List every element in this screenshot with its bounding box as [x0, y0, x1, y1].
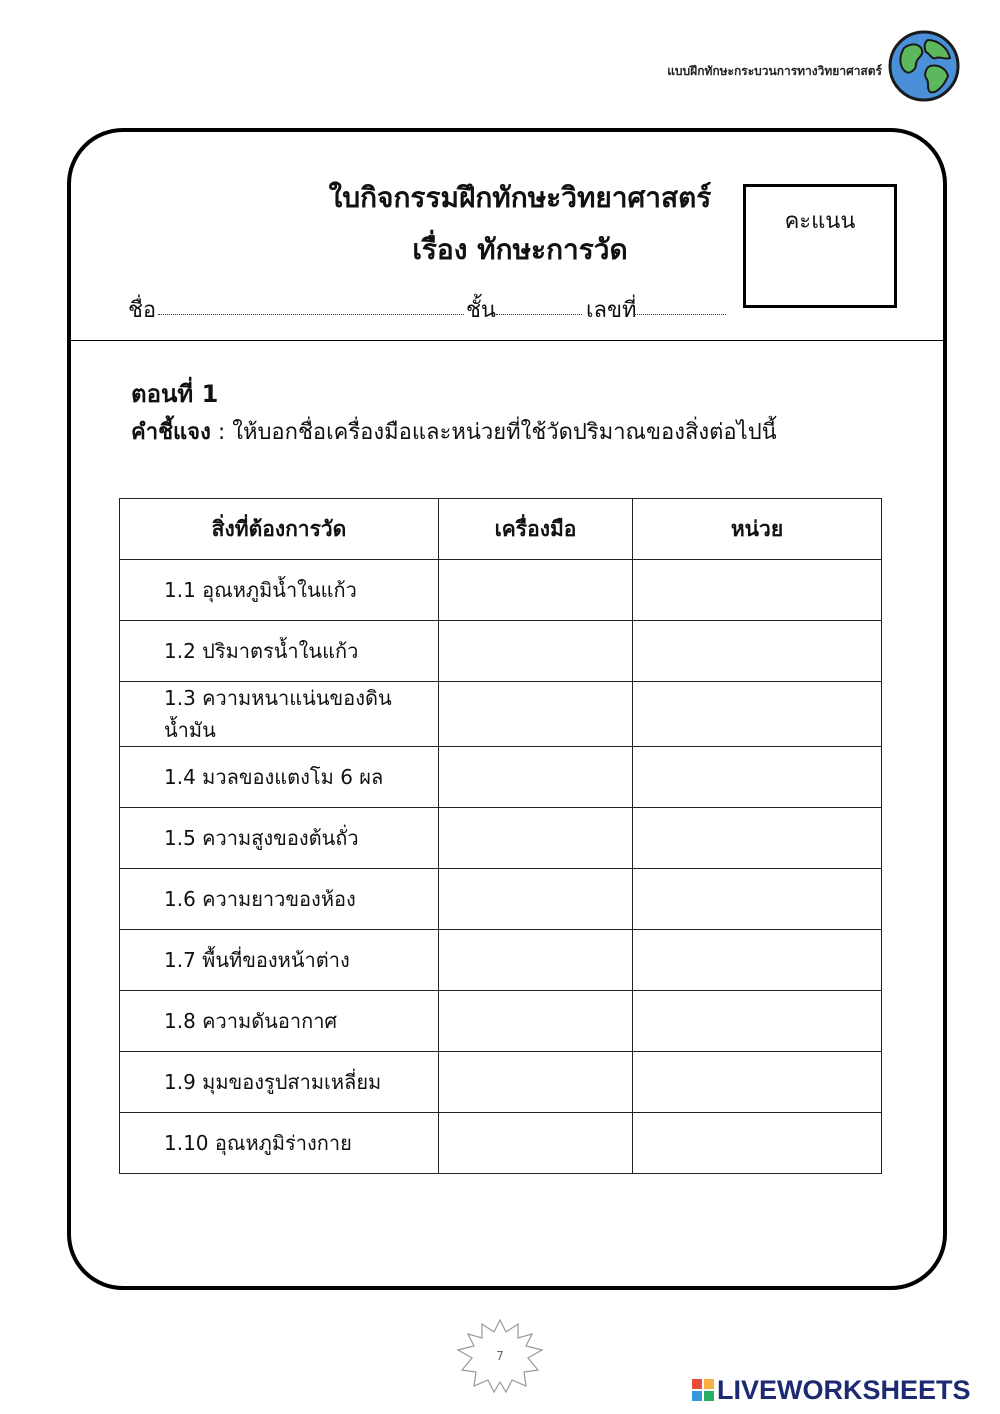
table-row: [120, 560, 882, 621]
unit-answer-cell[interactable]: [633, 560, 882, 621]
table-row: [120, 682, 882, 747]
header-instrument: เครื่องมือ: [439, 499, 633, 560]
unit-answer-cell[interactable]: [633, 1113, 882, 1174]
unit-answer-cell[interactable]: [633, 682, 882, 747]
instrument-answer-cell[interactable]: [439, 930, 633, 991]
worksheet-title: ใบกิจกรรมฝึกทักษะวิทยาศาสตร์: [328, 181, 712, 214]
earth-globe-icon: [886, 28, 962, 104]
instrument-answer-cell[interactable]: [439, 808, 633, 869]
row-item: 1.5 ความสูงของต้นถั่ว: [120, 808, 439, 869]
number-label: เลขที่: [586, 298, 637, 323]
row-item: 1.1 อุณหภูมิน้ำในแก้ว: [120, 560, 439, 621]
instrument-answer-cell[interactable]: [439, 991, 633, 1052]
part-heading: ตอนที่ 1: [131, 380, 219, 408]
instrument-answer-cell[interactable]: [439, 869, 633, 930]
row-item: 1.10 อุณหภูมิร่างกาย: [120, 1113, 439, 1174]
name-label: ชื่อ: [128, 298, 157, 323]
table-row: [120, 747, 882, 808]
instrument-answer-cell[interactable]: [439, 682, 633, 747]
row-item: 1.7 พื้นที่ของหน้าต่าง: [120, 930, 439, 991]
instruction-text: : ให้บอกชื่อเครื่องมือและหน่วยที่ใช้วัดปริมาณของสิ่งต่อไปนี้: [210, 420, 777, 445]
header-unit: หน่วย: [633, 499, 882, 560]
unit-answer-cell[interactable]: [633, 1052, 882, 1113]
series-title: แบบฝึกทักษะกระบวนการทางวิทยาศาสตร์: [667, 64, 882, 78]
instruction-lead: คำชี้แจง: [131, 420, 211, 445]
measurement-table: [119, 498, 882, 1174]
class-label: ชั้น: [466, 298, 496, 323]
table-row: [120, 808, 882, 869]
instruction: [131, 414, 777, 449]
table-header-row: [120, 499, 882, 560]
number-field[interactable]: [634, 314, 726, 315]
instrument-answer-cell[interactable]: [439, 1113, 633, 1174]
row-item: 1.3 ความหนาแน่นของดินน้ำมัน: [120, 682, 439, 747]
unit-answer-cell[interactable]: [633, 991, 882, 1052]
instrument-answer-cell[interactable]: [439, 621, 633, 682]
unit-answer-cell[interactable]: [633, 930, 882, 991]
table-row: [120, 930, 882, 991]
liveworksheets-logo: [692, 1370, 990, 1410]
unit-answer-cell[interactable]: [633, 869, 882, 930]
worksheet-subtitle: เรื่อง ทักษะการวัด: [412, 233, 628, 266]
liveworksheets-blocks-icon: [692, 1379, 714, 1401]
table-row: [120, 1113, 882, 1174]
instrument-answer-cell[interactable]: [439, 747, 633, 808]
table-row: [120, 991, 882, 1052]
instrument-answer-cell[interactable]: [439, 1052, 633, 1113]
row-item: 1.2 ปริมาตรน้ำในแก้ว: [120, 621, 439, 682]
brand-text: LIVEWORKSHEETS: [717, 1374, 971, 1405]
unit-answer-cell[interactable]: [633, 808, 882, 869]
header-item: สิ่งที่ต้องการวัด: [120, 499, 439, 560]
instrument-answer-cell[interactable]: [439, 560, 633, 621]
header-divider: [67, 340, 947, 341]
table-row: [120, 869, 882, 930]
row-item: 1.9 มุมของรูปสามเหลี่ยม: [120, 1052, 439, 1113]
name-field[interactable]: [158, 314, 464, 315]
table-row: [120, 621, 882, 682]
row-item: 1.6 ความยาวของห้อง: [120, 869, 439, 930]
score-box[interactable]: [743, 184, 897, 308]
class-field[interactable]: [496, 314, 582, 315]
unit-answer-cell[interactable]: [633, 621, 882, 682]
page-number-starburst: [456, 1318, 544, 1394]
page-number: 7: [496, 1349, 504, 1363]
score-label: คะแนน: [784, 209, 856, 234]
row-item: 1.4 มวลของแตงโม 6 ผล: [120, 747, 439, 808]
row-item: 1.8 ความดันอากาศ: [120, 991, 439, 1052]
unit-answer-cell[interactable]: [633, 747, 882, 808]
table-row: [120, 1052, 882, 1113]
